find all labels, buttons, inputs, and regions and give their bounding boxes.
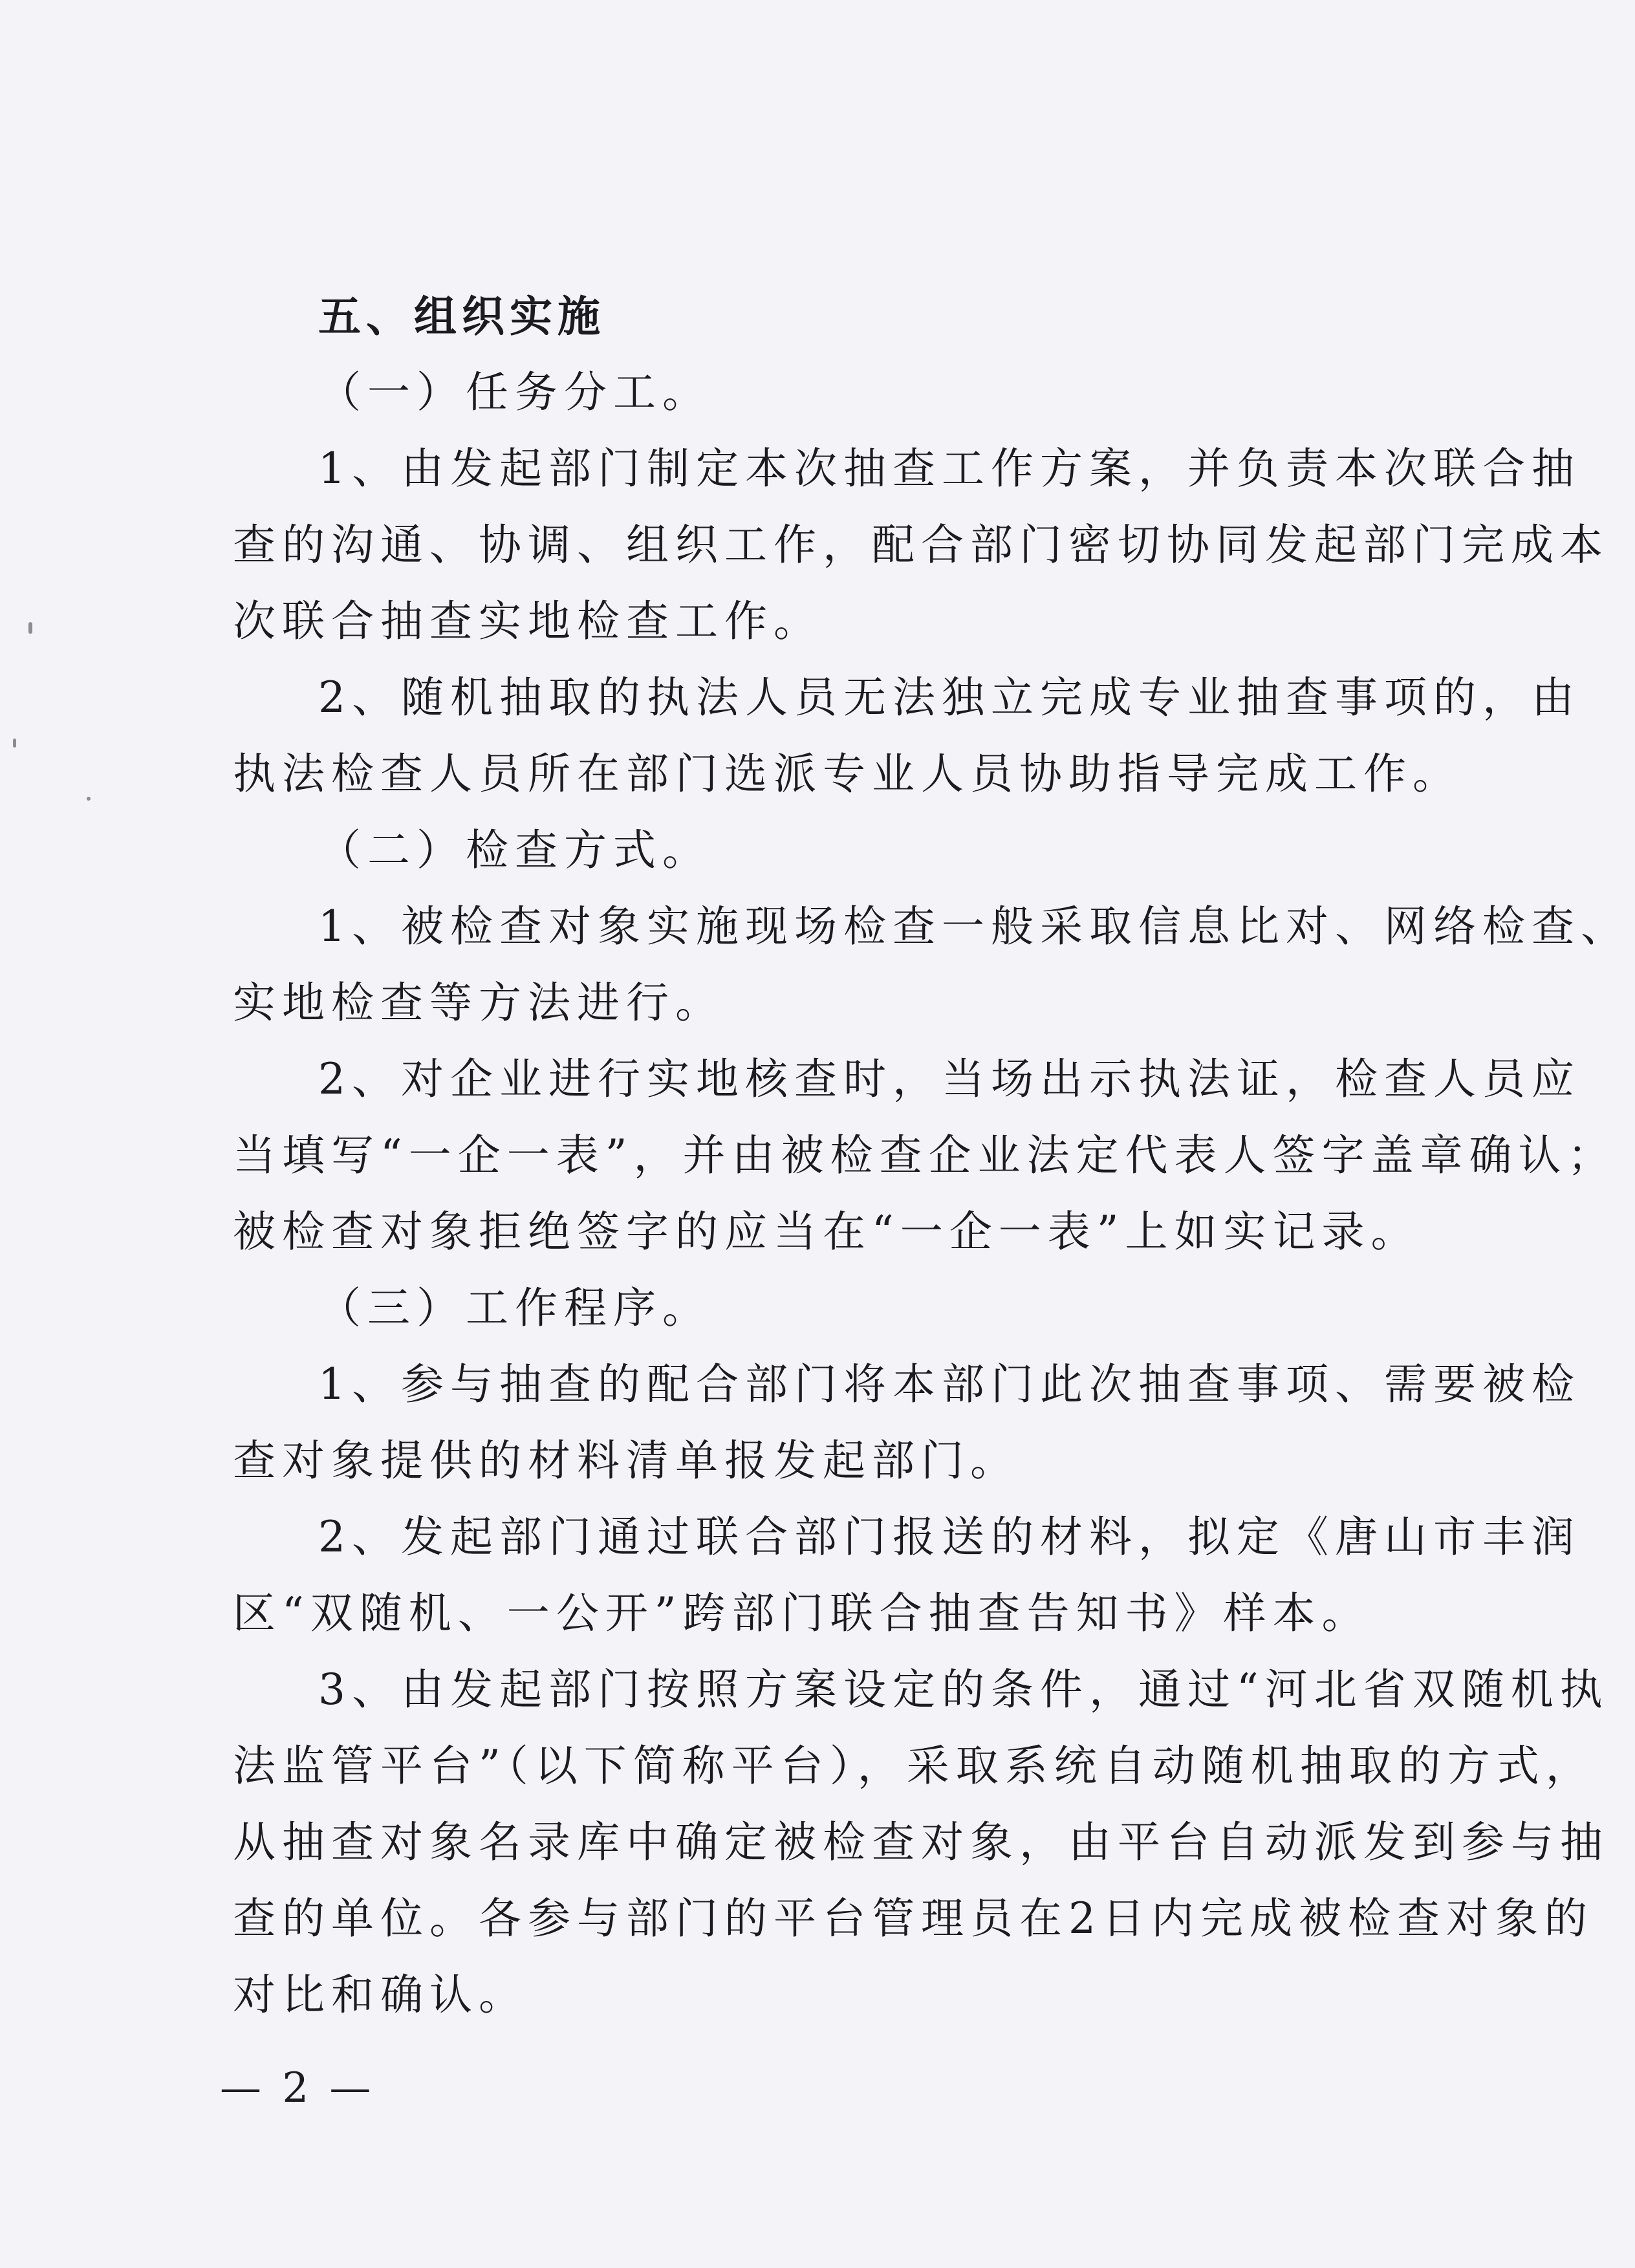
paragraph-line: 2、对企业进行实地核查时，当场出示执法证，检查人员应: [318, 1054, 1581, 1104]
paragraph-line: 区“双随机、一公开”跨部门联合抽查告知书》样本。: [233, 1588, 1371, 1638]
paragraph-line: 当填写“一企一表”，并由被检查企业法定代表人签字盖章确认；: [233, 1130, 1617, 1180]
paragraph-line: 查的单位。各参与部门的平台管理员在2日内完成被检查对象的: [233, 1894, 1594, 1943]
paragraph-line: 2、随机抽取的执法人员无法独立完成专业抽查事项的，由: [318, 673, 1581, 722]
paragraph-line: 查的沟通、协调、组织工作，配合部门密切协同发起部门完成本: [233, 520, 1609, 570]
page-number: — 2 —: [220, 2064, 375, 2112]
scan-mark: [28, 622, 32, 634]
section-heading: 五、组织实施: [318, 291, 605, 341]
paragraph-line: 1、由发起部门制定本次抽查工作方案，并负责本次联合抽: [318, 444, 1581, 493]
paragraph-line: 3、由发起部门按照方案设定的条件，通过“河北省双随机执: [318, 1665, 1609, 1714]
paragraph-line: 次联合抽查实地检查工作。: [233, 596, 823, 646]
paragraph-line: 查对象提供的材料清单报发起部门。: [233, 1436, 1019, 1485]
subsection-heading: （二）检查方式。: [318, 825, 711, 875]
paragraph-line: 实地检查等方法进行。: [233, 978, 724, 1028]
document-body: [233, 278, 1630, 2033]
scan-mark: [87, 797, 91, 801]
paragraph-line: 被检查对象拒绝签字的应当在“一企一表”上如实记录。: [233, 1207, 1420, 1257]
paragraph-line: 执法检查人员所在部门选派专业人员协助指导完成工作。: [233, 749, 1462, 799]
paragraph-line: 法监管平台”（以下简称平台），采取系统自动随机抽取的方式，: [233, 1741, 1595, 1791]
paragraph-line: 2、发起部门通过联合部门报送的材料，拟定《唐山市丰润: [318, 1512, 1581, 1562]
paragraph-line: 1、被检查对象实施现场检查一般采取信息比对、网络检查、: [318, 902, 1630, 951]
paragraph-line: 1、参与抽查的配合部门将本部门此次抽查事项、需要被检: [318, 1359, 1581, 1409]
subsection-heading: （三）工作程序。: [318, 1283, 711, 1333]
paragraph-line: 从抽查对象名录库中确定被检查对象，由平台自动派发到参与抽: [233, 1817, 1609, 1867]
scan-mark: [13, 739, 16, 748]
paragraph-line: 对比和确认。: [233, 1970, 528, 2020]
subsection-heading: （一）任务分工。: [318, 367, 711, 417]
